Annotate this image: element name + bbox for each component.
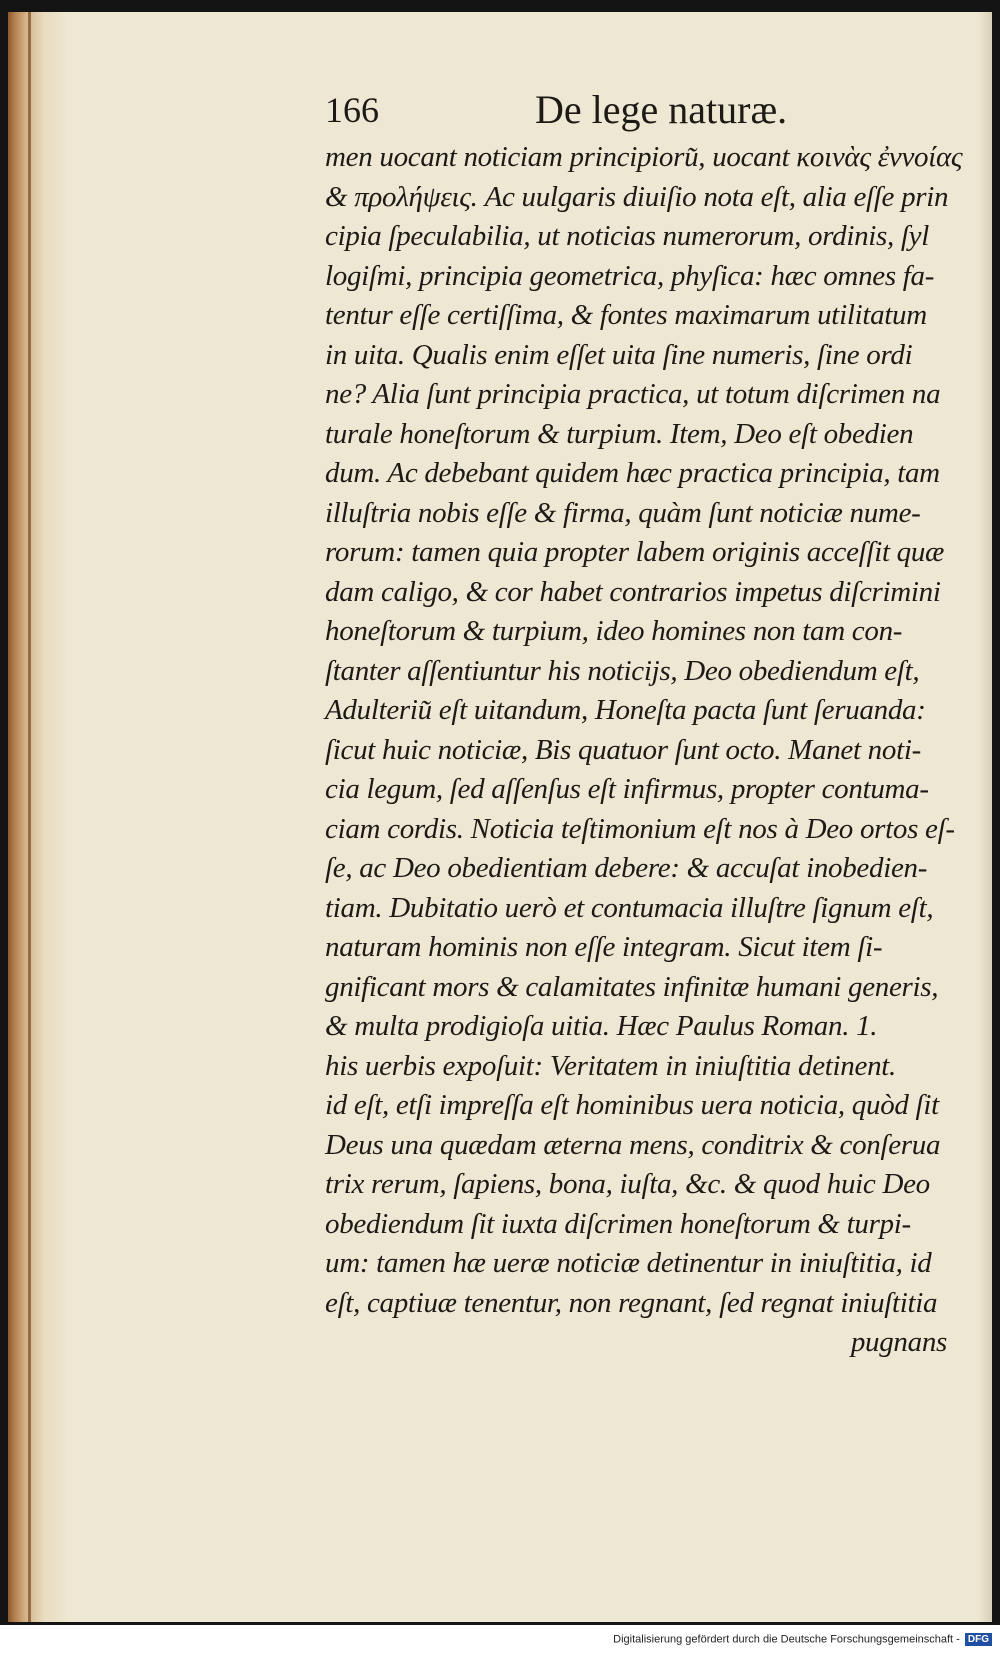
text-line: dam caligo, & cor habet contrarios impetus diſcrimini: [325, 575, 941, 608]
body-text: [325, 138, 963, 1363]
text-line: logiſmi, principia geometrica, phyſica: hæc omnes fa-: [325, 259, 935, 292]
text-line: trix rerum, ſapiens, bona, iuſta, &c. & quod huic Deo: [325, 1168, 930, 1200]
text-line: obediendum ſit iuxta diſcrimen honeſtorum & turpi-: [325, 1207, 911, 1240]
book-spine: [8, 12, 68, 1622]
text-line: gnificant mors & calamitates infinitæ humani generis,: [325, 970, 939, 1003]
text-line: tiam. Dubitatio uerò et contumacia illuſtre ſignum eſt,: [325, 891, 934, 924]
text-line: Adulteriu͂ eſt uitandum, Honeſta pacta ſunt ſeruanda:: [325, 694, 926, 726]
text-line: um: tamen hæ ueræ noticiæ detinentur in iniuſtitia, id: [325, 1247, 932, 1279]
text-line: ſe, ac Deo obedientiam debere: & accuſat inobedien-: [325, 852, 928, 884]
text-line: cipia ſpeculabilia, ut noticias numerorum, ordinis, ſyl: [325, 220, 929, 252]
text-line: id eſt, etſi impreſſa eſt hominibus uera noticia, quòd ſit: [325, 1089, 939, 1121]
catchword: pugnans: [850, 1326, 947, 1358]
text-line: naturam hominis non eſſe integram. Sicut item ſi-: [325, 931, 883, 963]
page-edge: [978, 12, 992, 1622]
digitization-credit: [0, 1633, 992, 1646]
text-line: ciam cordis. Noticia teſtimonium eſt nos à Deo ortos eſ-: [325, 812, 955, 845]
text-line: men uocant noticiam principioru͂, uocant κοινὰς ἐννοίας: [325, 141, 963, 173]
dfg-logo: DFG: [965, 1633, 992, 1646]
text-line: rorum: tamen quia propter labem originis acceſſit quæ: [325, 536, 945, 568]
text-line: his uerbis expoſuit: Veritatem in iniuſtitia detinent.: [325, 1049, 896, 1082]
text-line: honeſtorum & turpium, ideo homines non tam con-: [325, 615, 903, 647]
text-line: ſtanter aſſentiuntur his noticijs, Deo obediendum eſt,: [325, 654, 920, 687]
text-line: ſicut huic noticiæ, Bis quatuor ſunt octo. Manet noti-: [325, 733, 921, 766]
text-line: dum. Ac debebant quidem hæc practica principia, tam: [325, 457, 940, 489]
text-line: eſt, captiuæ tenentur, non regnant, ſed regnat iniuſtitia: [325, 1286, 938, 1319]
text-line: cia legum, ſed aſſenſus eſt infirmus, propter contuma-: [325, 773, 929, 805]
text-line: tentur eſſe certiſſima, & fontes maximarum utilitatum: [325, 299, 927, 331]
text-line: turale honeſtorum & turpium. Item, Deo eſt obedien: [325, 417, 914, 450]
text-line: & multa prodigioſa uitia. Hæc Paulus Roman. 1.: [325, 1010, 878, 1042]
spine-edge-line: [28, 12, 31, 1622]
credit-text: Digitalisierung gefördert durch die Deutsche Forschungsgemeinschaft -: [613, 1633, 960, 1646]
page-number: 166: [325, 90, 379, 130]
text-line: in uita. Qualis enim eſſet uita ſine numeris, ſine ordi: [325, 338, 913, 371]
text-line: ne? Alia ſunt principia practica, ut totum diſcrimen na: [325, 378, 941, 410]
running-head: [325, 88, 945, 138]
text-line: Deus una quædam æterna mens, conditrix & conſerua: [325, 1128, 941, 1161]
running-title: De lege naturæ.: [535, 87, 788, 132]
text-line: & προλήψεις. Ac uulgaris diuiſio nota eſt, alia eſſe prin: [325, 180, 949, 213]
text-line: illuſtria nobis eſſe & firma, quàm ſunt noticiæ nume-: [325, 496, 921, 529]
